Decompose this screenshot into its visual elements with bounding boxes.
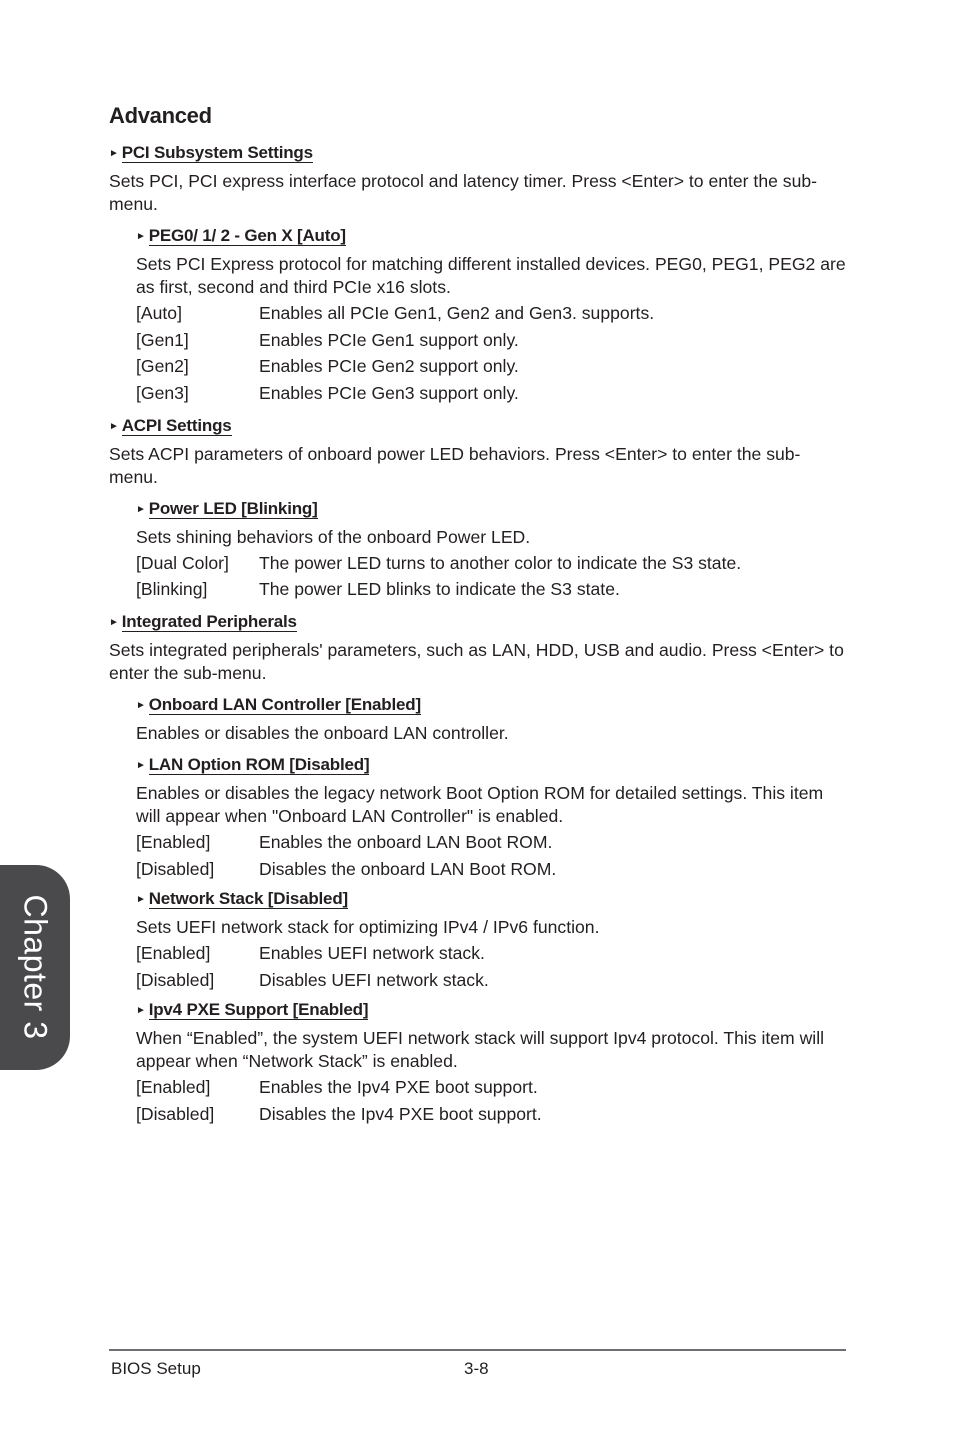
option-row [136,329,849,352]
heading-pci-subsystem: ► PCI Subsystem Settings [109,143,313,162]
option-value: Enables all PCIe Gen1, Gen2 and Gen3. supports. [259,303,655,323]
option-row [136,1076,849,1099]
option-value: Enables UEFI network stack. [259,943,485,963]
page-title: Advanced [109,103,212,128]
triangle-bullet-icon: ► [136,503,146,515]
option-key: [Gen2] [136,356,189,376]
triangle-bullet-icon: ► [136,1005,146,1016]
option-row [136,552,849,575]
power-led-desc: Sets shining behaviors of the onboard Power LED. [136,526,531,547]
lan-option-rom-desc: Enables or disables the legacy network Boot Option ROM for detailed settings. This item will appear when "Onboard LAN Controller" is enabled. [136,783,824,826]
option-key: [Enabled] [136,943,211,963]
option-key: [Gen1] [136,329,189,350]
option-row [136,578,849,601]
option-key: [Blinking] [136,579,208,599]
triangle-bullet-icon: ► [136,231,146,242]
subsection-ipv4-pxe [136,999,849,1126]
section-acpi [109,415,849,602]
option-row [136,302,849,325]
option-value: Disables the Ipv4 PXE boot support. [259,1103,542,1124]
onboard-lan-desc: Enables or disables the onboard LAN controller. [136,723,509,743]
ipv4-pxe-desc: When “Enabled”, the system UEFI network stack will support Ipv4 protocol. This item will appear when “Network Stack” is enabled. [136,1028,825,1071]
heading-acpi: ► ACPI Settings [109,415,232,435]
option-value: Disables the onboard LAN Boot ROM. [259,858,557,879]
option-value: Disables UEFI network stack. [259,969,489,990]
option-key: [Auto] [136,303,182,323]
heading-onboard-lan: ► Onboard LAN Controller [Enabled] [136,695,421,714]
footer-divider [109,1349,846,1351]
section-integrated-peripherals [109,611,849,1126]
triangle-bullet-icon: ► [109,148,119,159]
triangle-bullet-icon: ► [136,700,146,711]
option-value: Enables PCIe Gen2 support only. [259,356,519,376]
option-row [136,1103,849,1126]
subsection-network-stack [136,888,849,992]
triangle-bullet-icon: ► [109,617,119,628]
option-key: [Disabled] [136,969,215,990]
subsection-power-led [136,498,849,602]
option-key: [Disabled] [136,858,215,879]
heading-ipv4-pxe: ► Ipv4 PXE Support [Enabled] [136,1000,369,1019]
subsection-onboard-lan [136,694,849,745]
option-row [136,858,849,881]
option-key: [Dual Color] [136,552,229,573]
footer-section-name: BIOS Setup [111,1359,201,1378]
heading-peg: ► PEG0/ 1/ 2 - Gen X [Auto] [136,226,346,245]
peg-desc: Sets PCI Express protocol for matching different installed devices. PEG0, PEG1, PEG2 are as first, second and third PCIe x16 slots. [136,254,846,297]
heading-power-led: ► Power LED [Blinking] [136,498,318,518]
heading-lan-option-rom: ► LAN Option ROM [Disabled] [136,755,370,774]
option-row [136,355,849,378]
integrated-peripherals-desc: Sets integrated peripherals' parameters, such as LAN, HDD, USB and audio. Press <Enter> to enter the sub-menu. [109,640,844,683]
option-key: [Enabled] [136,1077,211,1097]
option-value: The power LED blinks to indicate the S3 state. [259,579,620,599]
subsection-peg [136,225,849,405]
heading-network-stack: ► Network Stack [Disabled] [136,889,348,908]
acpi-desc: Sets ACPI parameters of onboard power LED behaviors. Press <Enter> to enter the sub-menu. [109,443,801,487]
subsection-lan-option-rom [136,754,849,881]
option-row [136,382,849,405]
heading-integrated-peripherals: ► Integrated Peripherals [109,612,297,631]
option-value: Enables PCIe Gen1 support only. [259,329,519,350]
option-value: Enables the Ipv4 PXE boot support. [259,1077,538,1097]
page-content [109,103,849,1132]
triangle-bullet-icon: ► [136,760,146,771]
option-key: [Gen3] [136,382,189,403]
option-key: [Enabled] [136,832,211,852]
option-key: [Disabled] [136,1103,215,1124]
option-row [136,831,849,854]
page-number: 3-8 [464,1359,489,1378]
network-stack-desc: Sets UEFI network stack for optimizing IPv4 / IPv6 function. [136,917,600,937]
pci-subsystem-desc: Sets PCI, PCI express interface protocol and latency timer. Press <Enter> to enter the sub-menu. [109,171,818,214]
section-pci-subsystem [109,142,849,405]
chapter-label: Chapter 3 [17,894,54,1040]
option-value: Enables PCIe Gen3 support only. [259,382,519,403]
option-row [136,969,849,992]
triangle-bullet-icon: ► [136,894,146,905]
option-value: The power LED turns to another color to indicate the S3 state. [259,552,742,573]
option-row [136,942,849,965]
option-value: Enables the onboard LAN Boot ROM. [259,832,553,852]
triangle-bullet-icon: ► [109,420,119,432]
